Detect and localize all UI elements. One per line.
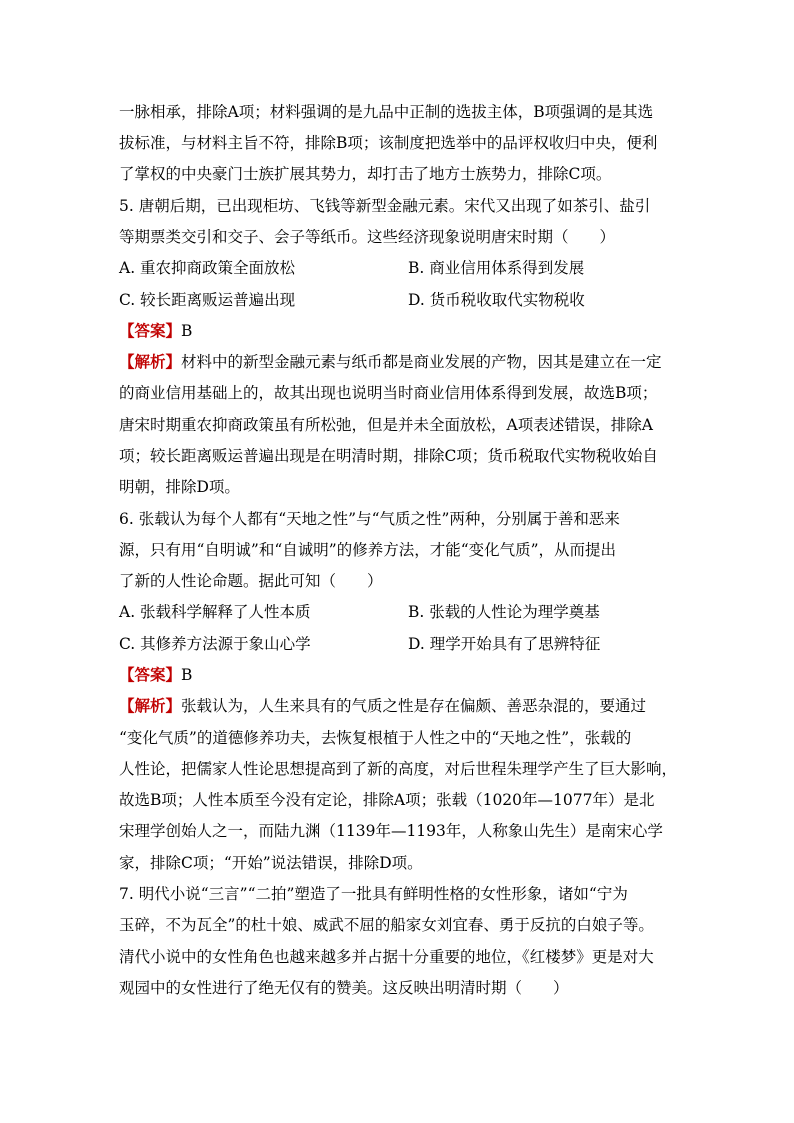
option-c: C. 较长距离贩运普遍出现 bbox=[119, 291, 296, 309]
question-stem: 7. 明代小说“三言”“二拍”塑造了一批具有鲜明性格的女性形象，诸如“宁为 bbox=[119, 885, 628, 903]
analysis-line: 了掌权的中央豪门士族扩展其势力，却打击了地方士族势力，排除C项。 bbox=[119, 165, 612, 183]
analysis-line: “变化气质”的道德修养功夫，去恢复根植于人性之中的“天地之性”，张载的 bbox=[119, 729, 632, 747]
question-stem: 观园中的女性进行了绝无仅有的赞美。这反映出明清时期（ ） bbox=[119, 979, 569, 997]
question-stem: 源，只有用“自明诚”和“自诚明”的修养方法，才能“变化气质”，从而提出 bbox=[119, 541, 617, 559]
analysis-line: 明朝，排除D项。 bbox=[119, 478, 240, 496]
analysis-line bbox=[119, 352, 662, 372]
question-stem: 5. 唐朝后期，已出现柜坊、飞钱等新型金融元素。宋代又出现了如茶引、盐引 bbox=[119, 197, 651, 215]
option-d: D. 货币税收取代实物税收 bbox=[408, 291, 585, 309]
answer-line bbox=[119, 321, 192, 341]
answer-tag: 【答案】 bbox=[119, 665, 182, 684]
answer-value: B bbox=[181, 666, 193, 684]
analysis-text: 材料中的新型金融元素与纸币都是商业发展的产物，因其是建立在一定 bbox=[181, 353, 662, 371]
analysis-text: 张载认为，人生来具有的气质之性是存在偏颇、善恶杂混的，要通过 bbox=[181, 697, 647, 715]
analysis-line: 一脉相承，排除A项；材料强调的是九品中正制的选拔主体，B项强调的是其选 bbox=[119, 103, 654, 121]
answer-line bbox=[119, 665, 192, 685]
analysis-tag: 【解析】 bbox=[119, 696, 182, 715]
option-d: D. 理学开始具有了思辨特征 bbox=[408, 635, 601, 653]
question-stem: 玉碎，不为瓦全”的杜十娘、威武不屈的船家女刘宜春、勇于反抗的白娘子等。 bbox=[119, 916, 654, 934]
analysis-line: 故选B项；人性本质至今没有定论，排除A项；张载（1020年—1077年）是北 bbox=[119, 791, 655, 809]
analysis-line: 唐宋时期重农抑商政策虽有所松弛，但是并未全面放松，A项表述错误，排除A bbox=[119, 416, 653, 434]
question-stem: 6. 张载认为每个人都有“天地之性”与“气质之性”两种，分别属于善和恶来 bbox=[119, 510, 620, 528]
option-c: C. 其修养方法源于象山心学 bbox=[119, 635, 311, 653]
option-a: A. 张载科学解释了人性本质 bbox=[119, 603, 311, 621]
analysis-tag: 【解析】 bbox=[119, 352, 182, 371]
answer-tag: 【答案】 bbox=[119, 321, 182, 340]
question-stem: 了新的人性论命题。据此可知（ ） bbox=[119, 572, 383, 590]
analysis-line: 宋理学创始人之一，而陆九渊（1139年—1193年，人称象山先生）是南宋心学 bbox=[119, 822, 663, 840]
analysis-line bbox=[119, 696, 646, 716]
analysis-line: 人性论，把儒家人性论思想提高到了新的高度，对后世程朱理学产生了巨大影响， bbox=[119, 760, 678, 778]
analysis-line: 项；较长距离贩运普遍出现是在明清时期，排除C项；货币税取代实物税收始自 bbox=[119, 447, 658, 465]
question-stem: 清代小说中的女性角色也越来越多并占据十分重要的地位，《红楼梦》更是对大 bbox=[119, 948, 654, 966]
analysis-line: 家，排除C项；“开始”说法错误，排除D项。 bbox=[119, 854, 423, 872]
analysis-line: 的商业信用基础上的，故其出现也说明当时商业信用体系得到发展，故选B项； bbox=[119, 384, 658, 402]
option-b: B. 张载的人性论为理学奠基 bbox=[408, 603, 600, 621]
question-stem: 等期票类交引和交子、会子等纸币。这些经济现象说明唐宋时期（ ） bbox=[119, 228, 616, 246]
answer-value: B bbox=[181, 322, 193, 340]
option-b: B. 商业信用体系得到发展 bbox=[408, 259, 585, 277]
option-a: A. 重农抑商政策全面放松 bbox=[119, 259, 296, 277]
analysis-line: 拔标准，与材料主旨不符，排除B项；该制度把选举中的品评权收归中央，便利 bbox=[119, 134, 658, 152]
